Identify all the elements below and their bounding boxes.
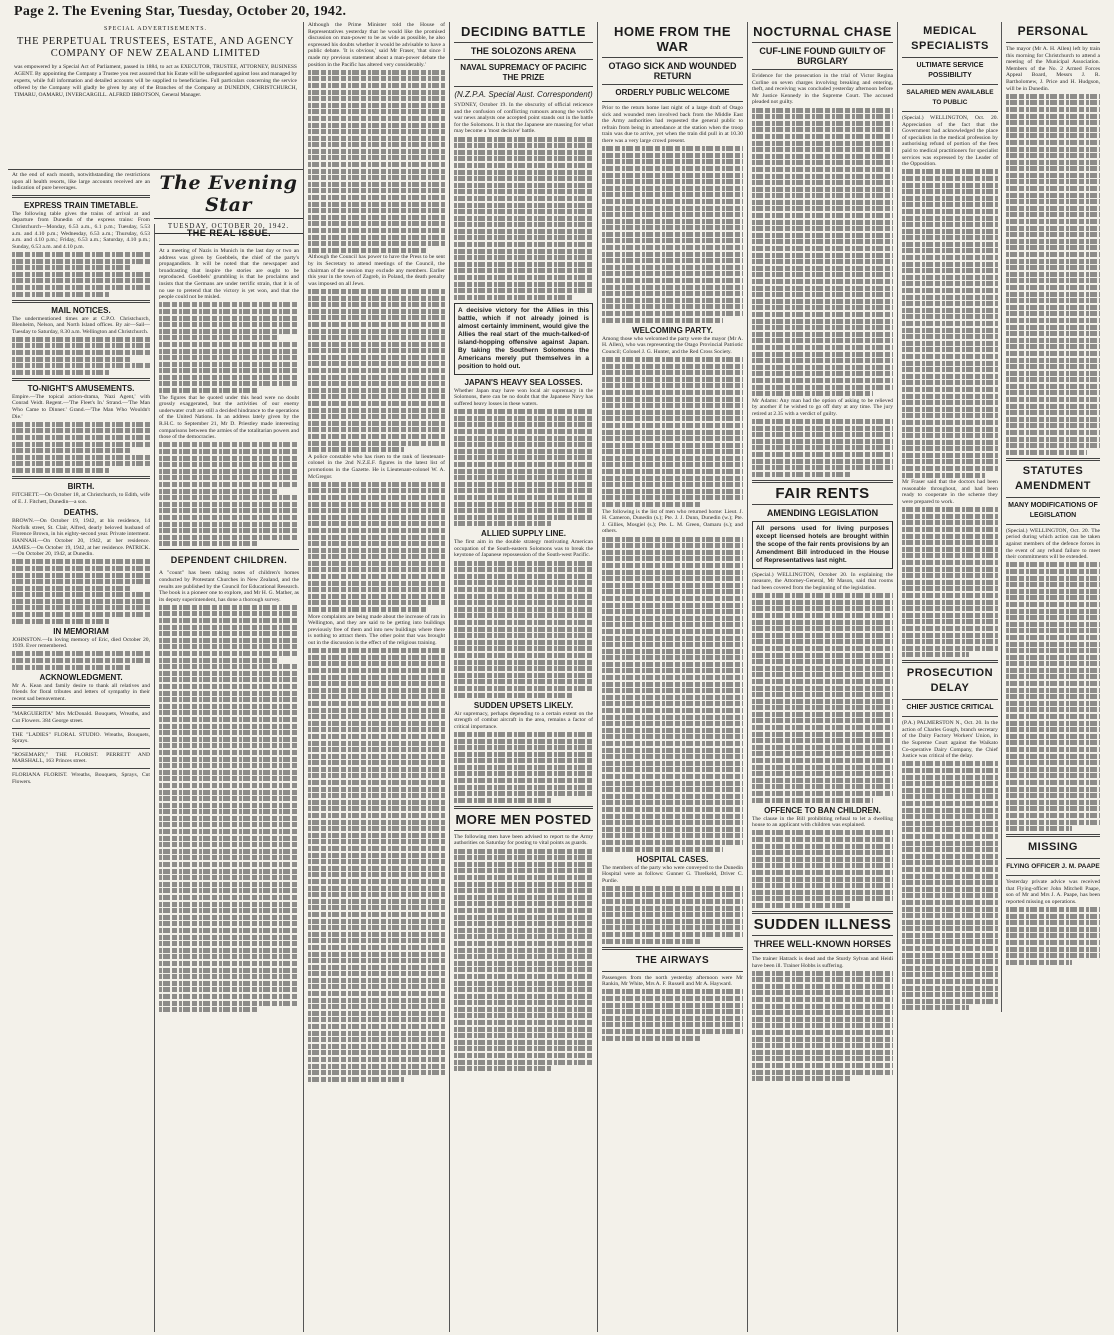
real-issue-heading: THE REAL ISSUE.: [186, 228, 272, 238]
personal-heading: PERSONAL: [1017, 24, 1089, 38]
personal-text: The mayor (Mr A. H. Allen) left by train this morning for Christchurch to attend a meeting of the Municipal Association. Members of the No. 2 Armed Forces Appeal Board, Messrs J. R. Bartholomew, J. Price and H. Hudgson, will be in Dunedin.: [1005, 46, 1100, 92]
nocturnal-chase-heading: NOCTURNAL CHASE: [753, 24, 892, 39]
ads-label: SPECIAL ADVERTISEMENTS.: [103, 26, 208, 32]
birth-heading: BIRTH.: [67, 481, 95, 491]
florist-ad-1: "MARGUERITA" Mrs McDonald. Bouquets, Wreaths, and Cut Flowers. 384 George street.: [12, 711, 150, 724]
col3-p2: Although the Council has power to have the Press to be sent by its Secretary to attend meetings of the Council, the chairman of the session may exclude any members. Earlier this year in the town of Zagreb, in Poland, the death penalty was imposed on all Jews.: [308, 254, 445, 287]
correspondent-line: (N.Z.P.A. Special Aust. Correspondent): [454, 90, 593, 99]
chief-justice-sub: CHIEF JUSTICE CRITICAL: [906, 704, 994, 712]
memoriam-heading: IN MEMORIAM: [53, 626, 109, 636]
real-issue-p2: The figures that he quoted under this head were no doubt grossly exaggerated, but the activities of our enemy underwater craft are still a decided hindrance to the operations of the United Nations. In an address lately given by the R.H.C. to September 21, Mr D. Priestley made interesting comparisons between the armies of the totalitarian powers and those of the democracies.: [159, 394, 299, 441]
column-3: [303, 22, 449, 1332]
battle-p1: SYDNEY, October 19. In the obscurity of official reticence and the confusion of conflicting rumours among the world's war news analysts one accepted point stands out in the battle for the Solomons. It is that the Japanese are massing for what may become a 'most decisive' battle.: [454, 102, 593, 135]
column-1: [8, 172, 154, 1332]
upsets-text: Air supremacy, perhaps depending to a certain extent on the strength of combat aircraft in the area, remains a factor of critical importance.: [454, 710, 593, 730]
sudden-illness-heading: SUDDEN ILLNESS: [753, 915, 892, 933]
medical-p2: Mr Fraser said that the doctors had been reasonable throughout, and had been ready to cooperate in the scheme they were prepared to work.: [902, 479, 998, 506]
offence-text: The clause in the Bill prohibiting refusal to let a dwelling house to an applicant with children was explained.: [752, 815, 893, 829]
florist-ad-2: THE "LADIES" FLORAL STUDIO. Wreaths, Bouquets, Sprays.: [12, 731, 150, 745]
medical-p1: (Special.) WELLINGTON, Oct. 20. Appreciation of the fact that the Government had acknowledged the place of specialists in the medical profession by authorising refund of portion of the fees paid to medical practitioners for specialist services was expressed by the Leader of the Opposition.: [902, 115, 998, 168]
statutes-amendment-heading: STATUTES AMENDMENT: [1014, 464, 1091, 492]
page-header: Page 2. The Evening Star, Tuesday, October 20, 1942.: [14, 4, 347, 19]
company-name: THE PERPETUAL TRUSTEES, ESTATE, AND AGENCY COMPANY OF NEW ZEALAND LIMITED: [16, 36, 295, 59]
airways-heading: THE AIRWAYS: [635, 954, 710, 966]
amusements-text: Empire.—The topical action-drama, 'Nazi Agent,' with Conrad Veidt. Regent.—'The Fleet's In.' Strand.—'The Man Who Came to Dinner.' Grand.—'The Man Who Wouldn't Die.': [12, 393, 150, 420]
salaried-men-sub: SALARIED MEN AVAILABLE TO PUBLIC: [906, 89, 994, 106]
medical-subcolumn: [902, 22, 1002, 1012]
fair-rents-heading: FAIR RENTS: [775, 484, 870, 502]
prosecution-text: (P.A.) PALMERSTON N., Oct. 20. In the action of Charles Gough, branch secretary of the Dairy Factory Workers' Union, in the Supreme Court against the Waikato Co-operative Dairy Company, the Chief Justice was critical of the delay.: [902, 720, 998, 760]
supply-line-heading: ALLIED SUPPLY LINE.: [481, 529, 566, 539]
mail-text: The undermentioned times are at C.P.O. Christchurch, Blenheim, Nelson, and North Island offices. By air—Sail—Tuesday to Saturday, 8.30 a.m. Wellington and Christchurch.: [12, 315, 150, 335]
company-body: was empowered by a Special Act of Parliament, passed in 1884, to act as EXECUTOR, TRUSTEE, ATTORNEY, BUSINESS AGENT. By appointing the Company a Trustee you rest assured that his Estate will be safeguarded against loss and managed by experts, while full information and detailed accounts will be supplied to beneficiaries. Full particulars concerning the service offered by the Company will gladly be given by any of the Branches of the Company at DUNEDIN, CHRISTCHURCH, TIMARU, OAMARU, INVERCARGILL. ALFRED IBBOTSON, General Manager.: [14, 64, 297, 98]
florist-ad-4: FLORIANA FLORIST. Wreaths, Bouquets, Sprays, Cut Flowers.: [12, 771, 150, 785]
solozons-heading: THE SOLOZONS ARENA: [470, 46, 577, 56]
masthead-title: The Evening Star: [154, 172, 303, 219]
home-p1: Prior to the return home last night of a large draft of Otago sick and wounded men involved back from the Middle East the Army authorities had requested the general public to refrain from being in attendance at the station when the troop train was due to arrive, yet when the train did pull in at 10.30 there was a very large crowd present.: [602, 105, 743, 144]
mail-heading: MAIL NOTICES.: [51, 305, 111, 315]
timetable-heading: EXPRESS TRAIN TIMETABLE.: [23, 200, 139, 210]
notice: At the end of each month, notwithstanding the restrictions upon all health resorts, like large accounts received are an indication of pure beverages.: [12, 172, 150, 192]
fair-rents-p1: (Special.) WELLINGTON, October 20. In explaining the measure, the Attorney-General, Mr Mason, said that rooms had been covered from the beginning of the legislation.: [752, 571, 893, 591]
amending-legislation-sub: AMENDING LEGISLATION: [766, 507, 879, 518]
column-7: [897, 22, 1104, 1332]
florist-ad-3: "ROSEMARY," THE FLORIST. PERRETT AND MARSHALL, 163 Princes street.: [12, 751, 150, 765]
more-men-text: The following men have been advised to report to the Army authorities on Saturday for posting to vital points as guards.: [454, 833, 593, 847]
dependent-children-p1: A "count" has been taking notes of children's homes conducted by Protestant Churches in New Zealand, and the results are published by the Council for Educational Research. The book is a pioneer one to explore, and Mr H. G. Mather, as its deputy superintendent, has done a thorough survey.: [159, 570, 299, 603]
birth-text: FITCHETT.—On October 18, at Christchurch, to Edith, wife of E. J. Fitchett, Dunedin—a son.: [12, 491, 150, 505]
col3-p4: More complaints are being made about the increase of rats in Wellington, and they are said to be getting into buildings previously free of them and into new buildings where there is nothing to attract them. The other point that was brought out in the discussion is the effect of the religious training.: [308, 613, 445, 646]
airways-text: Passengers from the north yesterday afternoon were Mr Rankin, Mr White, Mrs A. F. Russell and Mr A. Hayward.: [602, 974, 743, 988]
memoriam-text: JOHNSTON.—In loving memory of Eric, died October 20, 1939. Ever remembered.: [12, 636, 150, 650]
illness-text: The trainer Hatrack is dead and the Sturdy Sylvan and Heidi have been ill. Trainer Hobbs is suffering.: [752, 955, 893, 969]
welcoming-heading: WELCOMING PARTY.: [632, 325, 713, 335]
returned-list: The following is the list of men who returned home: Lieut. J. H. Cameron, Dunedin (s.); Pte. J. J. Dunn, Dunedin (w.); Pte. J. Gillies, Mosgiel (s.); Pte. L. M. Green, Oamaru (s.); and others.: [602, 508, 743, 535]
medical-specialists-heading: MEDICAL SPECIALISTS: [911, 25, 989, 52]
orderly-welcome-sub: ORDERLY PUBLIC WELCOME: [615, 88, 730, 97]
ultimate-service-sub: ULTIMATE SERVICE POSSIBILITY: [916, 62, 984, 79]
deaths-text: BROWN.—On October 19, 1942, at his residence, 14 Norfolk street, St. Clair, Alfred, dearly beloved husband of Florence Brown, in his eighty-second year. Private interment. HANNAH.—On October 20, 1942, at her residence. JAMES.—On October 19, 1942, at her residence. PATRICK.—On October 20, 1942, at Dunedin.: [12, 518, 150, 558]
more-men-posted-heading: MORE MEN POSTED: [455, 811, 592, 827]
dependent-children-heading: DEPENDENT CHILDREN.: [170, 555, 288, 566]
col3-p1: Although the Prime Minister told the House of Representatives yesterday that he would like the promised discussion on man-power to be as wide as possible, he also expressed his doubts whether it would be advisable to have a public debate. 'It is obvious,' said Mr Fraser, 'that since I made my previous statement about a man-power debate the position in the Pacific has altered very considerably.': [308, 22, 445, 68]
col3-p3: A police constable who has risen to the rank of lieutenant-colonel in the 2nd N.Z.E.F. figures in the latest list of promotions in the Gazette. He is Lieutenant-colonel W. A. McGregor.: [308, 453, 445, 480]
hospital-heading: HOSPITAL CASES.: [636, 854, 709, 864]
statutes-text: (Special.) WELLINGTON, Oct. 20. The period during which action can be taken against members of the defence forces in the event of any refund failure to meet their commitments will be extended.: [1005, 527, 1100, 561]
flying-officer-sub: FLYING OFFICER J. M. PAAPE: [1006, 863, 1100, 871]
acknowledgment-text: Mr A. Kean and family desire to thank all relatives and friends for floral tributes and letters of sympathy in their recent sad bereavement.: [12, 682, 150, 702]
battle-box: A decisive victory for the Allies in this battle, which if not already joined is almost certainly imminent, would give the Allies the real start of the much-talked-of island-hopping offensive against Japan. By taking the Southern Solomons the Americans merely put themselves in a position to hold out.: [454, 303, 593, 375]
amusements-heading: TO-NIGHT'S AMUSEMENTS.: [27, 383, 135, 393]
nocturnal-p1: Evidence for the prosecution in the trial of Victor Regina Curline on seven charges involving breaking and entering, theft, and receiving was concluded yesterday afternoon before Mr Justice Kennedy in the Supreme Court. The accused pleaded not guilty.: [752, 73, 893, 106]
upsets-heading: SUDDEN UPSETS LIKELY.: [473, 700, 574, 710]
otago-sick-sub: OTAGO SICK AND WOUNDED RETURN: [608, 61, 737, 81]
prosecution-delay-heading: PROSECUTION DELAY: [906, 667, 994, 695]
fair-rents-box: All persons used for living purposes except licensed hotels are brought within the scope of the fair rents provisions by an Amendment Bill introduced in the House of Representatives last night.: [752, 521, 893, 569]
sea-losses-text: Whether Japan may have won local air supremacy in the Solomons, there can be no doubt that the Japanese Navy has suffered heavy losses in these waters.: [454, 387, 593, 407]
three-horses-sub: THREE WELL-KNOWN HORSES: [754, 938, 891, 949]
missing-heading: MISSING: [1027, 841, 1078, 854]
offence-heading: OFFENCE TO BAN CHILDREN.: [764, 805, 881, 815]
deaths-heading: DEATHS.: [63, 508, 99, 518]
timetable-text: The following table gives the trains of arrival at and departure from Dunedin of the express trains: From Christchurch—Monday, 6.53 a.m., 6.1 p.m.; Tuesday, 5.53 a.m. and 4.10 p.m.; Wednesday, 6.53 a.m.; Thursday, 6.53 a.m. and 4.10 p.m.; Friday, 6.53 a.m.; Saturday, 4.10 p.m.; Sunday, 6.53 a.m. and 4.10 p.m.: [12, 210, 150, 250]
masthead: [154, 172, 303, 230]
column-4: [449, 22, 597, 1332]
sea-losses-heading: JAPAN'S HEAVY SEA LOSSES.: [464, 377, 583, 387]
curline-sub: CUF-LINE FOUND GUILTY OF BURGLARY: [759, 46, 886, 66]
welcoming-text: Among those who welcomed the party were the mayor (Mr A. H. Allen), who was representing the Otago Provincial Patriotic Council; Colonel J. G. Hunter, and the Red Cross Society.: [602, 335, 743, 355]
personal-subcolumn: [1002, 22, 1100, 1012]
supply-line-text: The first aim in the double strategy motivating American occupation of the South-eastern Solomons was to break the keystone of Japanese repossession of the South-west Pacific.: [454, 539, 593, 559]
acknowledgment-heading: ACKNOWLEDGMENT.: [39, 672, 123, 682]
column-6: [747, 22, 897, 1332]
missing-text: Yesterday private advice was received that Flying-officer John Mitchell Paape, son of Mr and Mrs J. A. Paape, has been reported missing on operations.: [1005, 879, 1100, 905]
many-modifications-sub: MANY MODIFICATIONS OF LEGISLATION: [1008, 501, 1098, 519]
column-2: [154, 224, 303, 1332]
hospital-text: The members of the party who were conveyed to the Dunedin Hospital were as follows: Gunner G. Threlkeld, Driver C. Purdie.: [602, 864, 743, 884]
real-issue-p1: At a meeting of Nazis in Munich in the last day or two an address was given by Goebbels, the chief of the party's propagandists. It will be noted that the newspaper and broadcasting that inspire the stories are ought to be reproduced. Goebbels' grumbling is that he proclaims and insists that the Germans are under terrific strain, that it is of no use to pretend that the victory is yet won, and that the people could not be misled.: [159, 248, 299, 301]
column-5: [597, 22, 747, 1332]
masthead-date: TUESDAY, OCTOBER 20, 1942.: [167, 222, 290, 230]
naval-supremacy-sub: NAVAL SUPREMACY OF PACIFIC THE PRIZE: [460, 63, 587, 82]
home-from-war-heading: HOME FROM THE WAR: [614, 24, 731, 54]
nocturnal-p2: Mr Adams: Any man had the option of asking to be relieved by another if he wished to go off duty at any time. The jury retired at 2.35 with a verdict of guilty.: [752, 397, 893, 417]
special-advertisements: [8, 22, 303, 170]
deciding-battle-heading: DECIDING BATTLE: [461, 24, 586, 39]
